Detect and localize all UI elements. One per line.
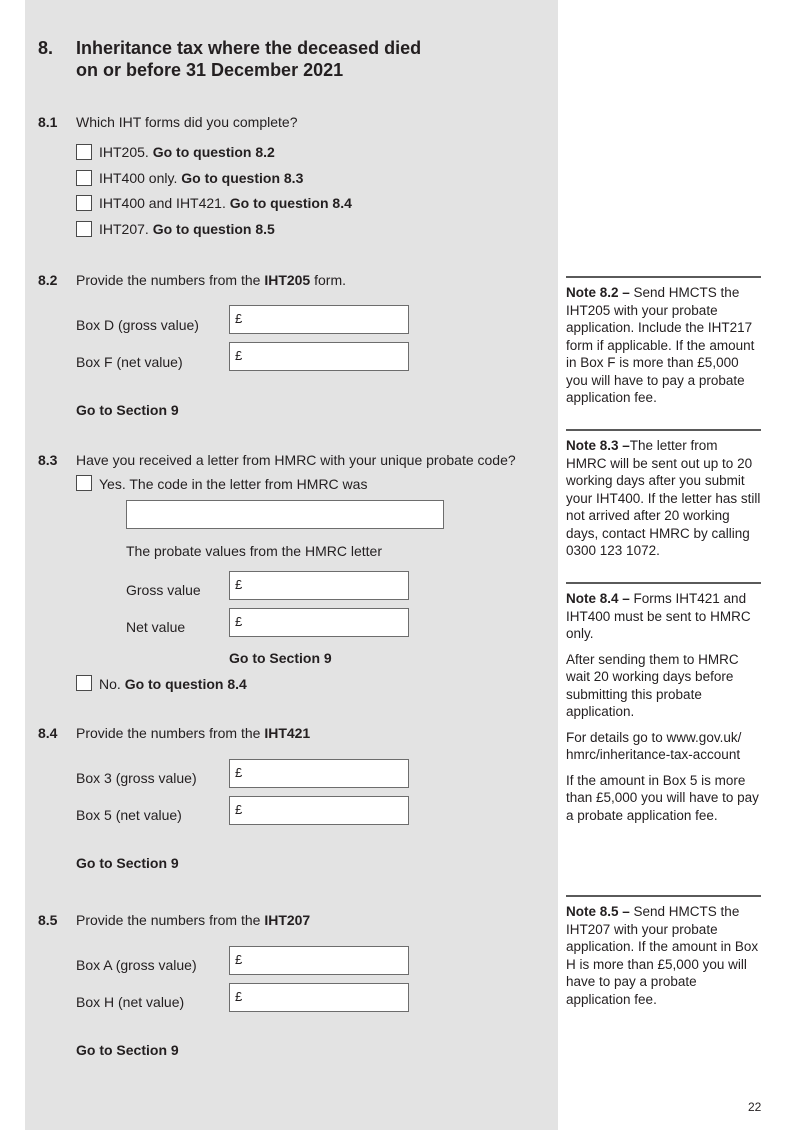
page-number: 22 [748, 1100, 762, 1114]
note-8-3: Note 8.3 –The letter from HMRC will be sent out up to 20 working days after you submit your IHT400. If the letter has still not arrived after 20 working days, contact HMRC by calling 0300 123 1072. [566, 429, 761, 568]
goto-section-9-b: Go to Section 9 [229, 650, 332, 666]
box-h-net-input[interactable]: £ [229, 983, 409, 1012]
box-h-label: Box H (net value) [76, 994, 185, 1010]
section-title: Inheritance tax where the deceased died on or before 31 December 2021 [76, 38, 422, 80]
option-iht205: IHT205. Go to question 8.2 [99, 144, 275, 160]
note-8-2: Note 8.2 – Send HMCTS the IHT205 with your probate application. Include the IHT217 form if applicable. If the amount in Box F is more than £5,000 you will have to pay a probate application fee. [566, 276, 761, 415]
option-iht400-only: IHT400 only. Go to question 8.3 [99, 170, 304, 186]
note-8-4: Note 8.4 – Forms IHT421 and IHT400 must be sent to HMRC only. After sending them to HMRC wait 20 working days before submitting this probate application. For details go to www.gov.uk/ hmrc/inheritance-tax-account If the amount in Box 5 is more than £5,000 you will have to pay a probate application fee. [566, 582, 761, 832]
goto-section-9-d: Go to Section 9 [76, 1042, 179, 1058]
checkbox-no[interactable] [76, 675, 92, 691]
gross-value-label: Gross value [126, 582, 201, 598]
goto-section-9-a: Go to Section 9 [76, 402, 179, 418]
box-f-label: Box F (net value) [76, 354, 183, 370]
box-3-gross-input[interactable]: £ [229, 759, 409, 788]
no-label: No. Go to question 8.4 [99, 676, 247, 692]
question-8-5-text: Provide the numbers from the IHT207 [76, 912, 311, 928]
checkbox-yes[interactable] [76, 475, 92, 491]
gross-value-input[interactable]: £ [229, 571, 409, 600]
question-8-3-text: Have you received a letter from HMRC with your unique probate code? [76, 452, 516, 468]
yes-label: Yes. The code in the letter from HMRC was [99, 476, 368, 492]
box-3-label: Box 3 (gross value) [76, 770, 197, 786]
question-number-8-3: 8.3 [38, 452, 58, 468]
option-iht207: IHT207. Go to question 8.5 [99, 221, 275, 237]
probate-values-caption: The probate values from the HMRC letter [126, 543, 382, 559]
note-8-5: Note 8.5 – Send HMCTS the IHT207 with your probate application. If the amount in Box H is more than £5,000 you will have to pay a probate application fee. [566, 895, 761, 1016]
net-value-label: Net value [126, 619, 186, 635]
box-a-label: Box A (gross value) [76, 957, 197, 973]
goto-section-9-c: Go to Section 9 [76, 855, 179, 871]
checkbox-iht205[interactable] [76, 144, 92, 160]
section-number: 8. [38, 38, 54, 58]
box-f-net-input[interactable]: £ [229, 342, 409, 371]
option-iht400-iht421: IHT400 and IHT421. Go to question 8.4 [99, 195, 352, 211]
box-d-gross-input[interactable]: £ [229, 305, 409, 334]
box-5-label: Box 5 (net value) [76, 807, 182, 823]
checkbox-iht400-only[interactable] [76, 170, 92, 186]
question-8-4-text: Provide the numbers from the IHT421 [76, 725, 311, 741]
question-number-8-1: 8.1 [38, 114, 58, 130]
question-number-8-5: 8.5 [38, 912, 58, 928]
question-number-8-2: 8.2 [38, 272, 58, 288]
probate-code-input[interactable] [126, 500, 444, 529]
question-8-2-text: Provide the numbers from the IHT205 form. [76, 272, 347, 288]
box-5-net-input[interactable]: £ [229, 796, 409, 825]
question-8-1-text: Which IHT forms did you complete? [76, 114, 298, 130]
checkbox-iht207[interactable] [76, 221, 92, 237]
box-d-label: Box D (gross value) [76, 317, 199, 333]
box-a-gross-input[interactable]: £ [229, 946, 409, 975]
checkbox-iht400-iht421[interactable] [76, 195, 92, 211]
net-value-input[interactable]: £ [229, 608, 409, 637]
question-number-8-4: 8.4 [38, 725, 58, 741]
